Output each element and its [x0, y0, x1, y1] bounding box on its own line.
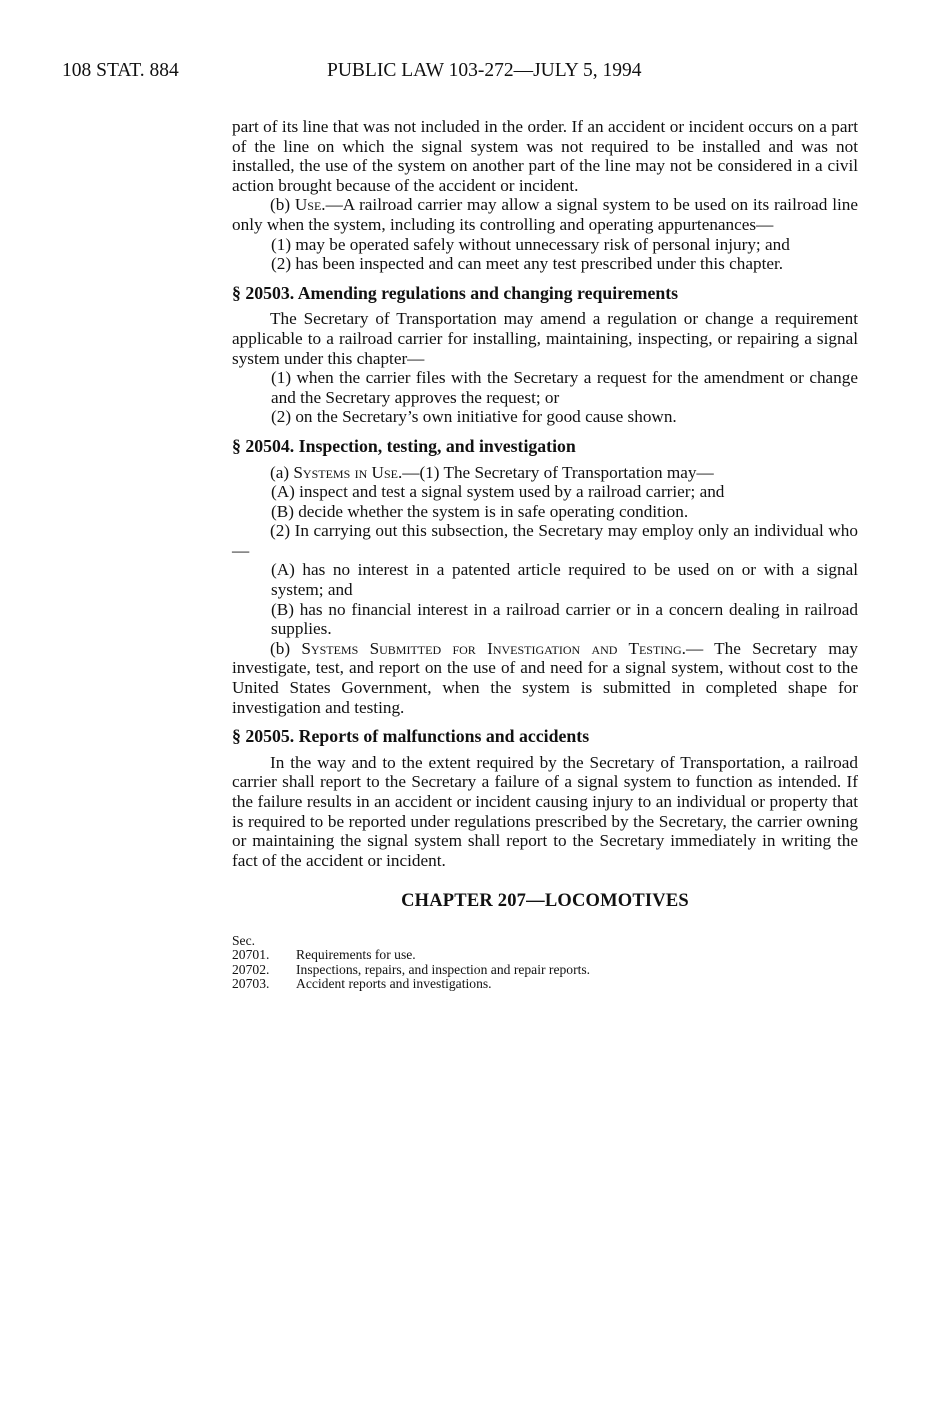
table-of-contents	[232, 934, 858, 992]
list-item	[232, 600, 858, 639]
subsection-label: (a)	[270, 462, 294, 482]
section-heading-20505	[232, 727, 858, 747]
page-content	[232, 117, 858, 992]
subsection-label: (b)	[270, 195, 295, 215]
toc-sec-label: Sec.	[232, 932, 256, 948]
toc-number: 20703.	[232, 976, 270, 992]
paragraph-2: (2) In carrying out this subsection, the Secretary may employ only an individual who—	[232, 521, 858, 560]
toc-row	[232, 963, 858, 978]
list-item-text: (A) has no interest in a patented article required to be used on or with a signal system; and	[271, 560, 858, 600]
toc-title: Inspections, repairs, and inspection and repair reports.	[296, 961, 591, 977]
subsection-heading: Use	[294, 195, 322, 215]
list-item-text: (2) has been inspected and can meet any test prescribed under this chapter.	[271, 254, 784, 274]
toc-row	[232, 948, 858, 963]
section-text: The Secretary of Transportation may amend a regulation or change a requirement applicable to a railroad carrier for installing, maintaining, inspecting, or repairing a signal system under this chapter—	[232, 309, 858, 368]
subsection-text: .—(1) The Secretary of Transportation may—	[397, 462, 714, 482]
list-item-text: (B) has no financial interest in a railroad carrier or in a concern dealing in railroad supplies.	[271, 599, 858, 639]
subsection-systems-in-use	[232, 463, 858, 483]
page-header	[0, 60, 948, 90]
toc-title: Accident reports and investigations.	[296, 976, 492, 992]
toc-number: 20702.	[232, 961, 270, 977]
list-item	[232, 254, 858, 274]
section-number: § 20503.	[232, 282, 295, 303]
section-heading-20503	[232, 284, 858, 304]
list-item	[232, 235, 858, 255]
list-item	[232, 560, 858, 599]
section-number: § 20505.	[232, 726, 295, 747]
toc-title: Requirements for use.	[296, 947, 416, 963]
list-item	[232, 368, 858, 407]
list-item	[232, 502, 858, 522]
subsection-systems-submitted	[232, 639, 858, 717]
list-item	[232, 407, 858, 427]
law-reference: PUBLIC LAW 103-272—JULY 5, 1994	[327, 60, 642, 81]
toc-row	[232, 977, 858, 992]
stat-reference: 108 STAT. 884	[62, 60, 179, 81]
list-item-text: (A) inspect and test a signal system used by a railroad carrier; and	[271, 482, 725, 502]
chapter-title: CHAPTER 207—LOCOMOTIVES	[401, 891, 689, 912]
subsection-text: .— The Secretary may investigate, test, and report on the use of and need for a signal system, without cost to the United States Government, when the system is submitted in completed shape for investigation and testing.	[232, 638, 858, 717]
subsection-label: (b)	[270, 638, 302, 658]
section-title: Amending regulations and changing requirements	[294, 282, 679, 303]
list-item-text: (1) when the carrier files with the Secretary a request for the amendment or change and the Secretary approves the request; or	[271, 368, 858, 407]
section-title: Reports of malfunctions and accidents	[294, 726, 590, 747]
section-heading-20504	[232, 437, 858, 457]
section-title: Inspection, testing, and investigation	[294, 435, 576, 456]
list-item-text: (B) decide whether the system is in safe operating condition.	[271, 501, 689, 521]
subsection-heading: Systems in Use	[293, 462, 398, 482]
subsection-text: .—A railroad carrier may allow a signal system to be used on its railroad line only when the system, including its controlling and operating appurtenances—	[232, 195, 858, 234]
section-number: § 20504.	[232, 435, 295, 456]
list-item-text: (2) on the Secretary’s own initiative for good cause shown.	[271, 407, 677, 427]
continued-paragraph: part of its line that was not included in the order. If an accident or incident occurs on a part of the line on which the signal system was not required to be installed and was not installed, the use of the system on another part of the line may not be considered in a civil action brought because of the accident or incident.	[232, 117, 858, 195]
list-item	[232, 482, 858, 502]
section-text: In the way and to the extent required by the Secretary of Transportation, a railroad carrier shall report to the Secretary a failure of a signal system to function as intended. If the failure results in an accident or incident causing injury to an individual or property that is required to be reported under regulations prescribed by the Secretary, the carrier owning or maintaining the signal system shall report to the Secretary immediately in writing the fact of the accident or incident.	[232, 752, 858, 870]
subsection-use	[232, 195, 858, 234]
toc-number: 20701.	[232, 947, 270, 963]
subsection-heading: Systems Submitted for Investigation and Testing	[301, 638, 682, 658]
list-item-text: (1) may be operated safely without unnecessary risk of personal injury; and	[271, 234, 790, 254]
